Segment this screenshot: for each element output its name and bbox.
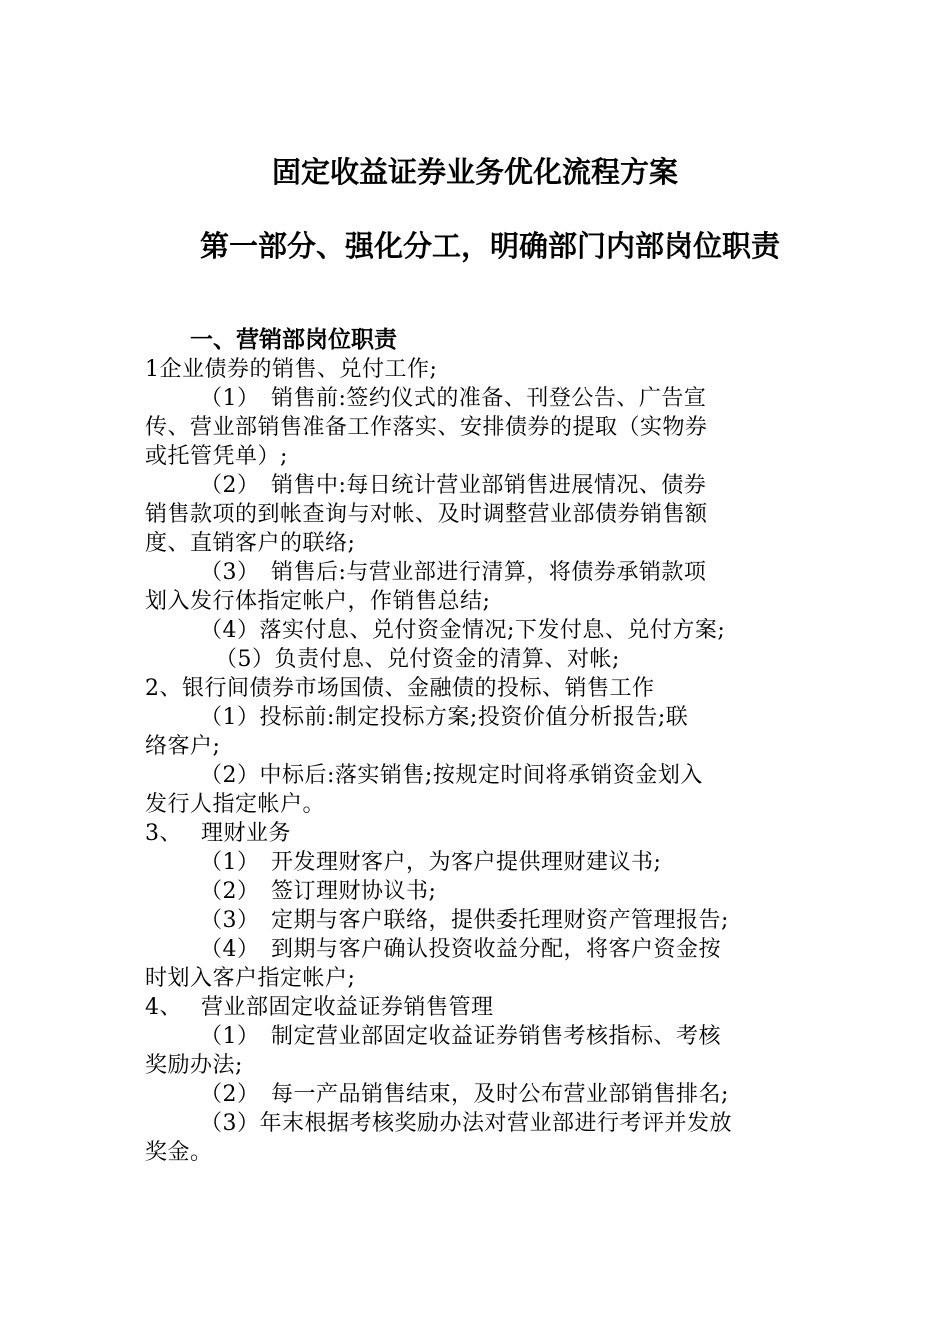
document-body bbox=[145, 355, 800, 1167]
paragraph-line: 度、直销客户的联络; bbox=[145, 531, 356, 556]
paragraph-line: 划入发行体指定帐户，作销售总结; bbox=[145, 589, 491, 614]
paragraph-line: 发行人指定帐户。 bbox=[145, 792, 326, 817]
paragraph-line: （1） 制定营业部固定收益证券销售考核指标、考核 bbox=[200, 1024, 721, 1049]
paragraph-line: 或托管凭单）; bbox=[145, 444, 288, 469]
paragraph-line: （3） 定期与客户联络，提供委托理财资产管理报告; bbox=[200, 908, 729, 933]
paragraph-line: （1） 销售前:签约仪式的准备、刊登公告、广告宣 bbox=[200, 386, 707, 411]
section-heading: 一、营销部岗位职责 bbox=[190, 327, 397, 353]
paragraph-line: 4、 营业部固定收益证券销售管理 bbox=[145, 995, 494, 1020]
paragraph-line: （1） 开发理财客户，为客户提供理财建议书; bbox=[200, 850, 662, 875]
paragraph-line: （4）落实付息、兑付资金情况;下发付息、兑付方案; bbox=[200, 618, 726, 643]
paragraph-line: 传、营业部销售准备工作落实、安排债券的提取（实物券 bbox=[145, 415, 708, 440]
paragraph-line: 2、银行间债券市场国债、金融债的投标、销售工作 bbox=[145, 676, 655, 701]
paragraph-line: （2） 销售中:每日统计营业部销售进展情况、债券 bbox=[200, 473, 707, 498]
paragraph-line: 络客户; bbox=[145, 734, 221, 759]
paragraph-line: （1）投标前:制定投标方案;投资价值分析报告;联 bbox=[200, 705, 689, 730]
paragraph-line: 销售款项的到帐查询与对帐、及时调整营业部债券销售额 bbox=[145, 502, 708, 527]
paragraph-line: （2）中标后:落实销售;按规定时间将承销资金划入 bbox=[200, 763, 703, 788]
paragraph-line: （2） 签订理财协议书; bbox=[200, 879, 437, 904]
paragraph-line: （4） 到期与客户确认投资收益分配，将客户资金按 bbox=[200, 937, 721, 962]
paragraph-line: 奖励办法; bbox=[145, 1053, 243, 1078]
paragraph-line: 1企业债券的销售、兑付工作; bbox=[145, 357, 438, 382]
document-title: 固定收益证券业务优化流程方案 bbox=[271, 155, 678, 189]
part-title: 第一部分、强化分工，明确部门内部岗位职责 bbox=[199, 229, 780, 263]
paragraph-line: （2） 每一产品销售结束，及时公布营业部销售排名; bbox=[200, 1082, 729, 1107]
paragraph-line: （3） 销售后:与营业部进行清算，将债券承销款项 bbox=[200, 560, 707, 585]
paragraph-line: （5）负责付息、兑付资金的清算、对帐; bbox=[215, 647, 620, 672]
paragraph-line: 时划入客户指定帐户; bbox=[145, 966, 356, 991]
paragraph-line: 奖金。 bbox=[145, 1140, 213, 1165]
paragraph-line: 3、 理财业务 bbox=[145, 821, 291, 846]
paragraph-line: （3）年末根据考核奖励办法对营业部进行考评并发放 bbox=[200, 1111, 732, 1136]
